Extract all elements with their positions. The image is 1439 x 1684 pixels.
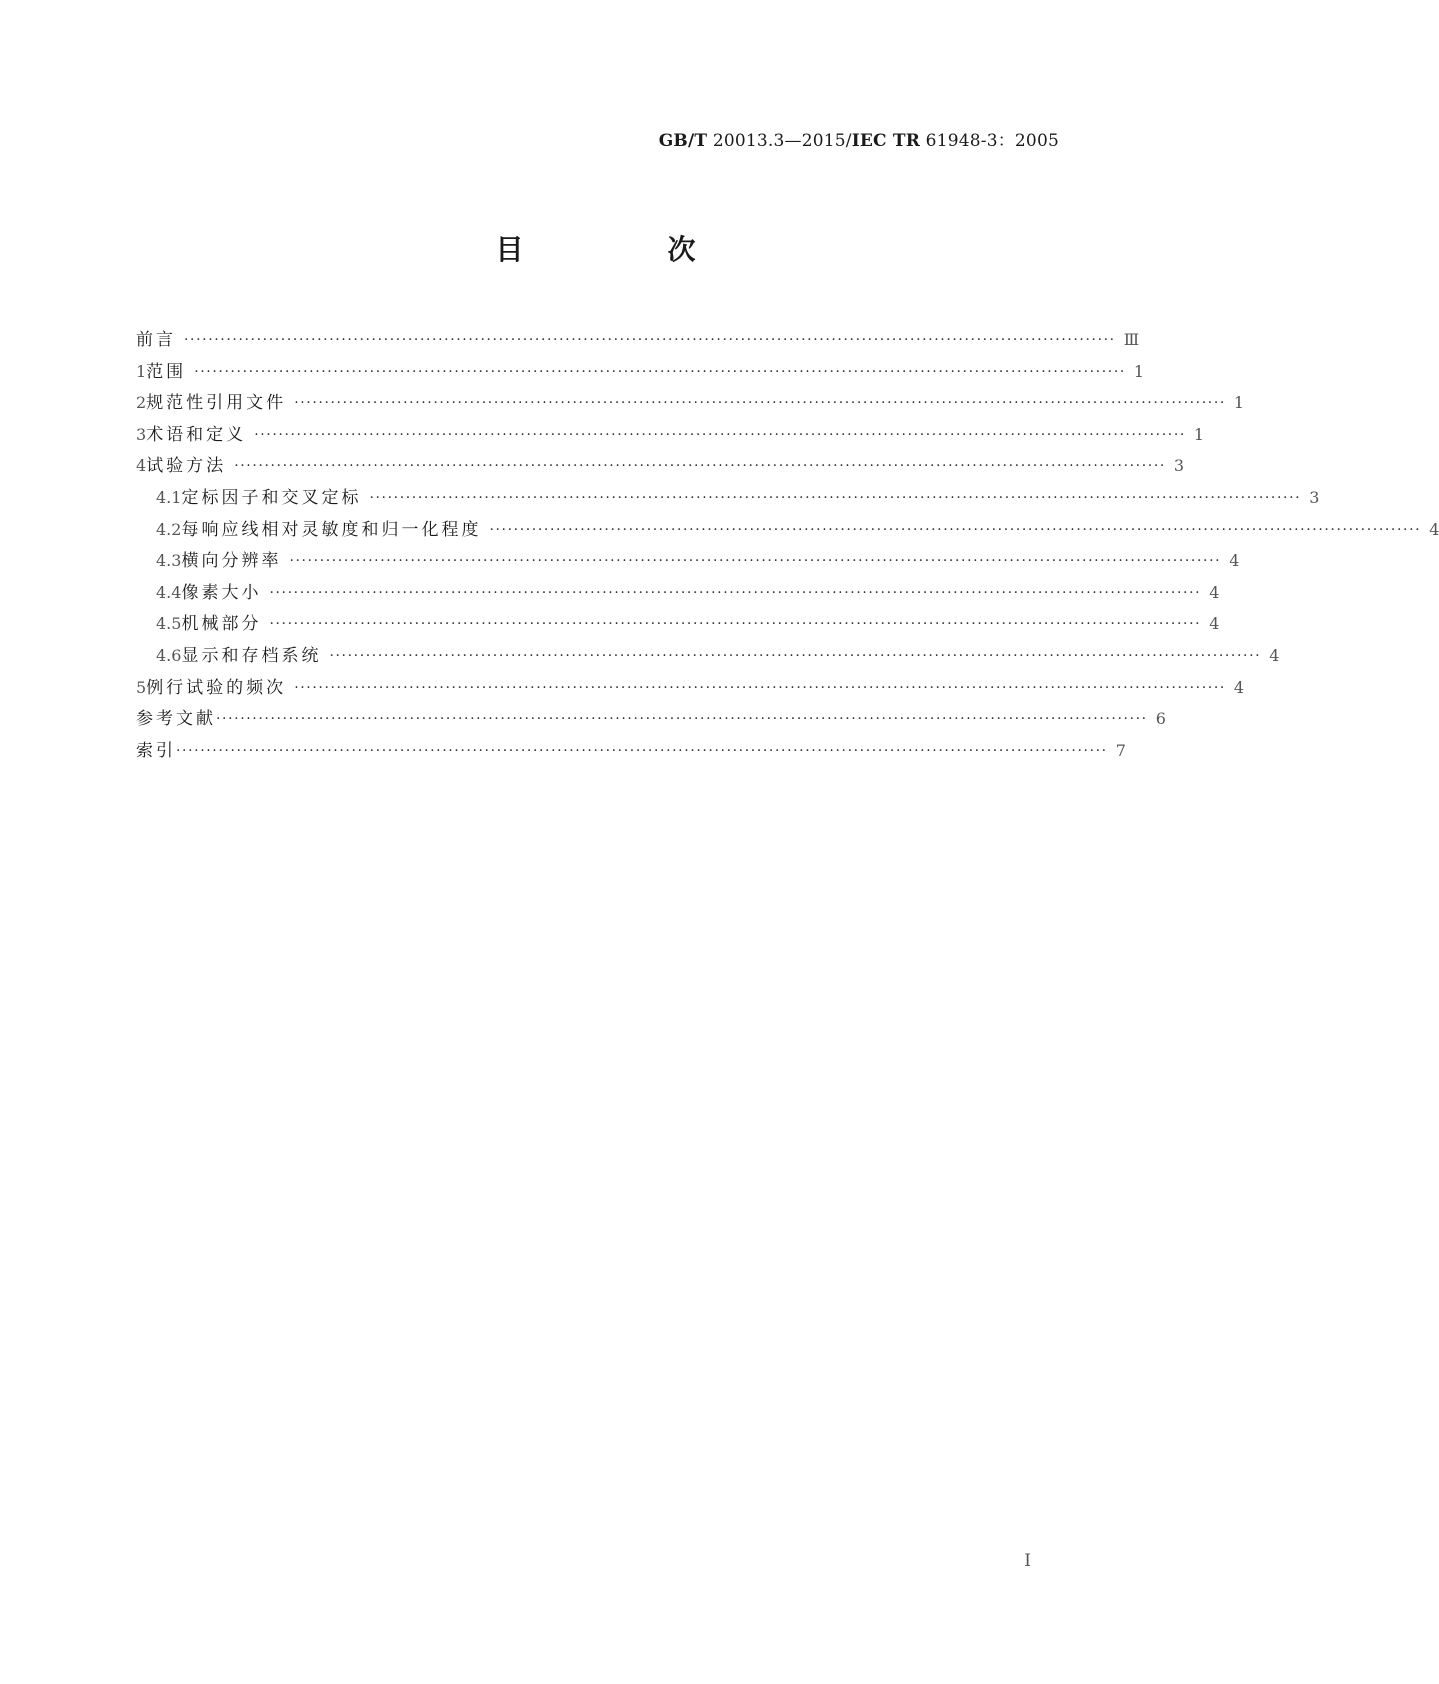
toc-entry-page: 1 (1133, 361, 1145, 381)
toc-entry-label: 索引 (136, 740, 176, 761)
toc-entry-bibliography[interactable] (136, 704, 1166, 736)
table-of-contents (136, 325, 1439, 767)
toc-entry-2[interactable] (136, 388, 1245, 420)
toc-leader: ·························································································································································· (269, 584, 1202, 601)
toc-entry-page: 4 (1209, 582, 1220, 602)
toc-entry-number: 4.5 (156, 614, 182, 634)
toc-entry-page: 1 (1193, 424, 1205, 444)
toc-entry-page: 3 (1309, 487, 1320, 507)
toc-entry-label: 显示和存档系统 (181, 645, 322, 666)
toc-entry-4-2[interactable] (136, 515, 1439, 547)
toc-entry-3[interactable] (136, 420, 1205, 452)
toc-entry-4-3[interactable] (136, 546, 1240, 578)
toc-entry-4-6[interactable] (136, 641, 1280, 673)
toc-entry-page: 6 (1155, 709, 1166, 729)
toc-entry-number: 4.2 (156, 519, 182, 539)
toc-leader: ·························································································································································· (176, 742, 1108, 759)
toc-entry-page: 4 (1429, 519, 1439, 539)
toc-entry-label: 定标因子和交叉定标 (181, 487, 362, 508)
toc-leader: ·························································································································································· (489, 521, 1422, 538)
toc-entry-label: 横向分辨率 (181, 551, 282, 572)
toc-entry-page: Ⅲ (1123, 330, 1140, 349)
toc-entry-page: 3 (1173, 456, 1185, 476)
toc-entry-label: 试验方法 (146, 456, 227, 477)
page-number: I (1024, 1551, 1031, 1571)
toc-leader: ·························································································································································· (194, 363, 1126, 380)
toc-entry-5[interactable] (136, 673, 1245, 705)
toc-entry-page: 1 (1233, 393, 1245, 413)
toc-entry-page: 4 (1233, 677, 1245, 697)
toc-leader: ·························································································································································· (329, 647, 1262, 664)
toc-entry-number: 4.3 (156, 551, 182, 571)
toc-entry-label: 术语和定义 (146, 424, 247, 445)
toc-leader: ·························································································································································· (294, 395, 1226, 412)
toc-entry-number: 4.4 (156, 582, 182, 602)
toc-entry-page: 4 (1209, 614, 1220, 634)
toc-entry-4-1[interactable] (136, 483, 1320, 515)
toc-leader: ·························································································································································· (289, 553, 1222, 570)
toc-entry-4[interactable] (136, 451, 1185, 483)
toc-entry-number: 1 (136, 361, 147, 381)
toc-entry-4-4[interactable] (136, 578, 1220, 610)
toc-entry-label: 例行试验的频次 (146, 677, 287, 698)
toc-leader: ·························································································································································· (369, 489, 1302, 506)
toc-entry-label: 机械部分 (181, 614, 262, 635)
toc-entry-number: 4 (136, 456, 147, 476)
toc-entry-number: 4.1 (156, 487, 182, 507)
toc-entry-4-5[interactable] (136, 609, 1220, 641)
toc-entry-label: 范围 (146, 361, 187, 382)
toc-leader: ·························································································································································· (234, 458, 1166, 475)
standard-code-iec: IEC TR (851, 131, 921, 151)
toc-leader: ·························································································································································· (254, 426, 1186, 443)
toc-entry-1[interactable] (136, 357, 1145, 389)
toc-leader: ·························································································································································· (184, 332, 1116, 348)
standard-code (659, 126, 1059, 151)
toc-entry-page: 4 (1269, 645, 1280, 665)
toc-entry-number: 2 (136, 393, 147, 413)
standard-code-number: 20013.3—2015/ (707, 131, 852, 151)
toc-entry-label: 规范性引用文件 (146, 393, 287, 414)
toc-entry-label: 前言 (136, 330, 176, 350)
toc-entry-page: 4 (1229, 551, 1240, 571)
standard-code-iec-number: 61948-3：2005 (920, 131, 1059, 151)
toc-entry-label: 像素大小 (181, 582, 262, 603)
toc-entry-label: 每响应线相对灵敏度和归一化程度 (181, 519, 482, 540)
toc-entry-number: 5 (136, 677, 147, 697)
toc-entry-index[interactable] (136, 736, 1126, 768)
toc-leader: ·························································································································································· (294, 679, 1226, 696)
toc-entry-number: 4.6 (156, 645, 182, 665)
toc-entry-foreword[interactable] (136, 325, 1140, 357)
standard-code-prefix: GB/T (658, 131, 708, 151)
toc-entry-number: 3 (136, 424, 147, 444)
toc-leader: ·························································································································································· (216, 711, 1148, 728)
toc-title: 目 次 (495, 233, 754, 266)
toc-leader: ·························································································································································· (269, 616, 1202, 633)
toc-entry-label: 参考文献 (136, 709, 216, 730)
toc-entry-page: 7 (1115, 740, 1126, 760)
